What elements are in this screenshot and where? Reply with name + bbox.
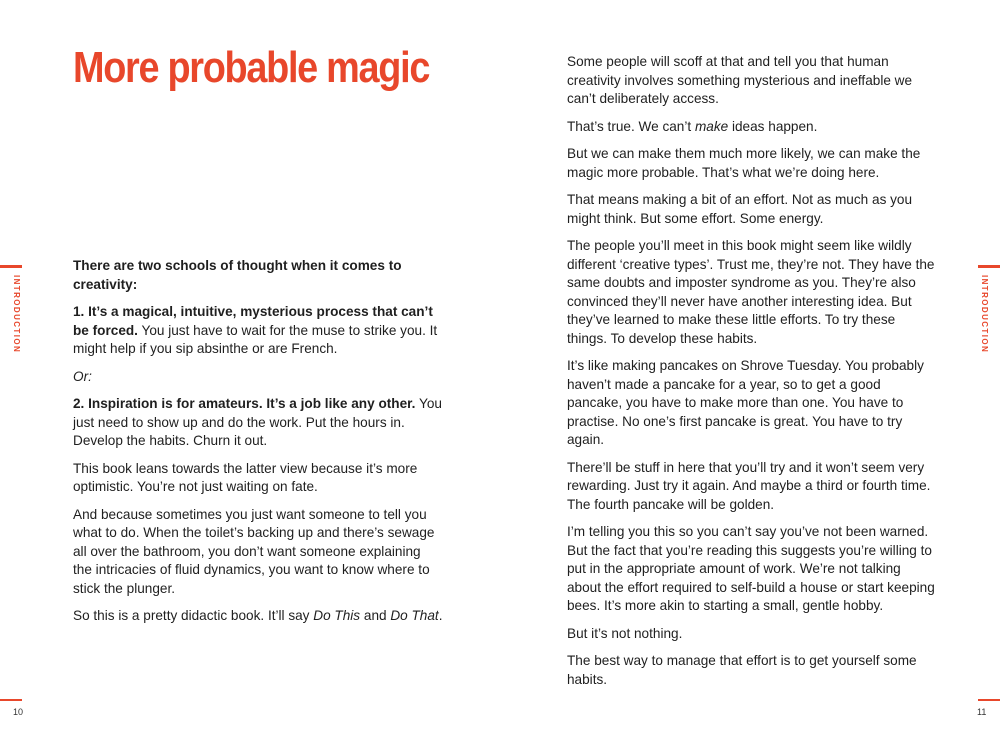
- warned-paragraph: I’m telling you this so you can’t say you’ve not been warned. But the fact that you’re reading this suggests you’re willing to put in the appropriate amount of work. We’re not talking about the effort required to self-build a house or start keeping bees. It’s more akin to starting a small, gentle hobby.: [567, 524, 935, 613]
- right-body-text: [567, 53, 937, 698]
- page-number-right: 11: [977, 707, 987, 717]
- didactic-em-2: Do That: [390, 608, 439, 623]
- didactic-text-c: .: [438, 608, 443, 623]
- not-nothing-paragraph: But it’s not nothing.: [567, 625, 683, 641]
- didactic-text-b: and: [360, 608, 391, 623]
- side-tab-label: INTRODUCTION: [980, 275, 989, 354]
- didactic-em-1: Do This: [313, 608, 361, 623]
- latter-view-paragraph: This book leans towards the latter view because it’s more optimistic. You’re not just waiting on fate.: [73, 460, 418, 494]
- side-tab-bar: [978, 265, 1000, 268]
- side-tab-right: [978, 265, 1000, 354]
- footer-bar-right: [978, 699, 1000, 701]
- golden-paragraph: There’ll be stuff in here that you’ll try and it won’t seem very rewarding. Just try it again. And maybe a third or fourth time. The fourth pancake will be golden.: [567, 459, 931, 512]
- page-title: More probable magic: [73, 43, 430, 92]
- page-number-left: 10: [13, 707, 24, 717]
- likely-paragraph: But we can make them much more likely, we can make the magic more probable. That’s what we’re doing here.: [567, 146, 921, 180]
- school-one-lead: 1. It’s a magical, intuitive, mysterious process that can’t be forced.: [73, 304, 433, 338]
- creative-types-paragraph: The people you’ll meet in this book might seem like wildly different ‘creative types’. Trust me, they’re not. They have the same doubts and imposter syndrome as you. They’re also convinced they’ll never have another interesting idea. But they’ve learned to make these little efforts. To try these things. To develop these habits.: [567, 238, 935, 346]
- side-tab-bar: [0, 265, 22, 268]
- side-tab-label: INTRODUCTION: [12, 275, 21, 354]
- scoff-paragraph: Some people will scoff at that and tell you that human creativity involves something mysterious and ineffable we can’t deliberately access.: [567, 54, 913, 106]
- or-paragraph: Or:: [73, 368, 92, 384]
- pancakes-paragraph: It’s like making pancakes on Shrove Tuesday. You probably haven’t made a pancake for a year, so to get a good pancake, you have to make more than one. You have to practise. No one’s first pancake is great. You have to try again.: [567, 358, 924, 447]
- true-text-a: That’s true. We can’t: [567, 118, 695, 134]
- plunger-paragraph: And because sometimes you just want someone to tell you what to do. When the toilet’s backing up and there’s sewage all over the bathroom, you don’t want someone explaining the intricacies of fluid dynamics, you want to know where to stick the plunger.: [73, 506, 435, 596]
- school-two-paragraph: [73, 395, 443, 451]
- school-two-rest: You just need to show up and do the work. Put the hours in. Develop the habits. Churn it out.: [73, 396, 442, 448]
- left-body-text: [73, 257, 443, 635]
- school-one-paragraph: [73, 303, 443, 359]
- footer-bar-left: [0, 699, 22, 701]
- didactic-text-a: So this is a pretty didactic book. It’ll say: [73, 608, 314, 623]
- true-em: make: [694, 118, 729, 134]
- side-tab-left: [0, 265, 22, 354]
- effort-paragraph: That means making a bit of an effort. Not as much as you might think. But some effort. Some energy.: [567, 192, 913, 226]
- habits-paragraph: The best way to manage that effort is to get yourself some habits.: [567, 653, 917, 687]
- didactic-paragraph: [73, 607, 443, 626]
- school-one-rest: You just have to wait for the muse to strike you. It might help if you sip absinthe or are French.: [73, 322, 438, 356]
- school-two-lead: 2. Inspiration is for amateurs. It’s a job like any other.: [73, 396, 416, 411]
- intro-paragraph: There are two schools of thought when it comes to creativity:: [73, 258, 402, 292]
- true-paragraph: [567, 118, 937, 137]
- true-text-b: ideas happen.: [728, 118, 818, 134]
